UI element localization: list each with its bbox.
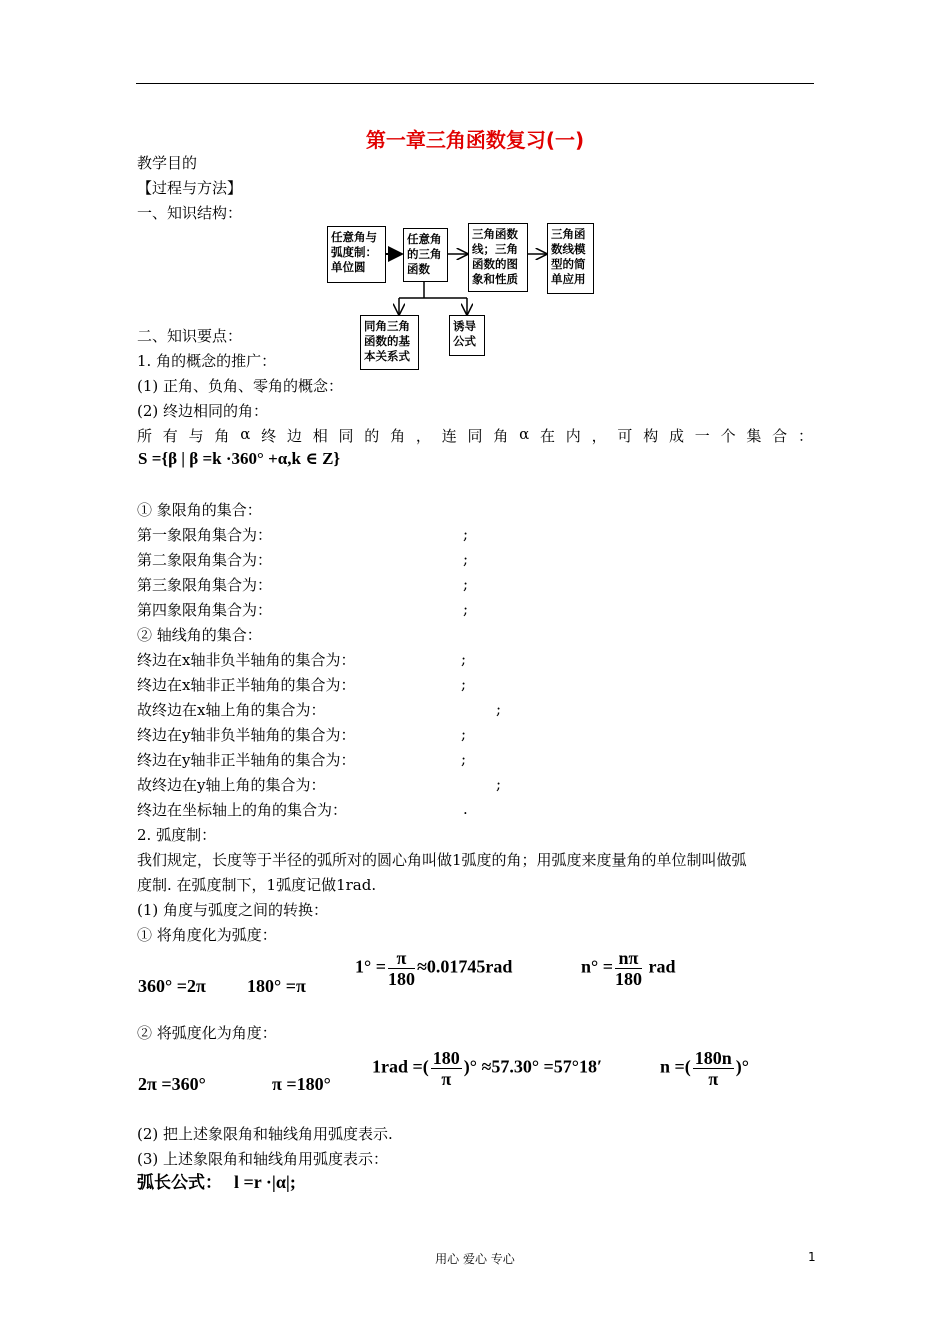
formula-set: S ={β | β =k ·360° +α,k ∈ Z} bbox=[138, 449, 341, 468]
blank-a6: ; bbox=[496, 775, 502, 793]
text-same-set: 所 有 与 角 α 终 边 相 同 的 角 ， 连 同 角 α 在 内 ， 可 构 成 一 个 集 合 ： bbox=[137, 425, 813, 445]
text-a7: 终边在坐标轴上的角的集合为： bbox=[137, 801, 348, 819]
formula-one-degree: 1° = $\frac{\pi}{180}$ ≈0.01745rad bbox=[355, 948, 513, 989]
text-def2: 度制. 在弧度制下，1弧度记做1rad. bbox=[137, 876, 377, 894]
text-p2-3: (3) 上述象限角和轴线角用弧度表示： bbox=[137, 1150, 389, 1168]
text-rad2deg: ② 将弧度化为角度： bbox=[137, 1024, 277, 1042]
text-deg2rad: ① 将角度化为弧度： bbox=[137, 926, 277, 944]
blank-a4: ; bbox=[461, 725, 467, 743]
formula-2pi: 2π =360° bbox=[138, 1074, 206, 1094]
text-p2: 2. 弧度制： bbox=[137, 826, 217, 844]
text-goal: 教学目的 bbox=[137, 154, 198, 172]
diagram-box-induction: 诱导 公式 bbox=[449, 315, 485, 356]
text-a6: 故终边在y轴上角的集合为： bbox=[137, 776, 326, 794]
blank-q3: ; bbox=[463, 575, 469, 593]
formula-one-rad: 1rad =( $\frac{180}{\pi}$ )° ≈57.30° =57°18′ bbox=[372, 1048, 603, 1089]
text-p1: 1. 角的概念的推广： bbox=[137, 352, 277, 370]
diagram-box-model: 三角函 数线模 型的简 单应用 bbox=[547, 223, 594, 294]
text-def1: 我们规定，长度等于半径的弧所对的圆心角叫做1弧度的角；用弧度来度量角的单位制叫做弧 bbox=[137, 851, 747, 869]
text-a5: 终边在y轴非正半轴角的集合为： bbox=[137, 751, 356, 769]
blank-q2: ; bbox=[463, 550, 469, 568]
blank-a3: ; bbox=[496, 700, 502, 718]
formula-360: 360° =2π bbox=[138, 976, 206, 996]
text-a4: 终边在y轴非负半轴角的集合为： bbox=[137, 726, 356, 744]
footer-center: 用心 爱心 专心 bbox=[435, 1252, 515, 1266]
blank-a5: ; bbox=[461, 750, 467, 768]
text-p1-1: (1) 正角、负角、零角的概念： bbox=[137, 377, 344, 395]
text-process: 【过程与方法】 bbox=[137, 179, 243, 197]
text-p1-2: (2) 终边相同的角： bbox=[137, 402, 269, 420]
text-q1: 第一象限角集合为： bbox=[137, 526, 273, 544]
text-quad-head: ① 象限角的集合： bbox=[137, 501, 262, 519]
formula-n-rad: n =( $\frac{180n}{\pi}$ )° bbox=[660, 1048, 749, 1089]
blank-q1: ; bbox=[463, 525, 469, 543]
arc-label: 弧长公式： bbox=[137, 1173, 222, 1193]
diagram-box-graph: 三角函数 线；三角 函数的图 象和性质 bbox=[468, 223, 528, 292]
formula-pi: π =180° bbox=[272, 1074, 331, 1094]
page-title: 第一章三角函数复习(一) bbox=[365, 128, 585, 152]
text-q4: 第四象限角集合为： bbox=[137, 601, 273, 619]
text-a1: 终边在x轴非负半轴角的集合为： bbox=[137, 651, 356, 669]
page-number: 1 bbox=[808, 1250, 816, 1264]
diagram-box-identities: 同角三角 函数的基 本关系式 bbox=[360, 315, 419, 370]
diagram-box-angle: 任意角与 弧度制： 单位圆 bbox=[327, 226, 386, 283]
blank-a2: ; bbox=[461, 675, 467, 693]
text-p2-2: (2) 把上述象限角和轴线角用弧度表示. bbox=[137, 1125, 393, 1143]
diagram-box-trig-fn: 任意角 的三角 函数 bbox=[403, 228, 448, 282]
blank-a1: ; bbox=[461, 650, 467, 668]
text-p2-1: (1) 角度与弧度之间的转换： bbox=[137, 901, 329, 919]
formula-180: 180° =π bbox=[247, 976, 306, 996]
blank-a7: . bbox=[463, 800, 468, 818]
formula-n-degree: n° = $\frac{n\pi}{180}$ rad bbox=[581, 948, 676, 989]
text-q2: 第二象限角集合为： bbox=[137, 551, 273, 569]
formula-arc: l =r ·|α|; bbox=[234, 1172, 296, 1192]
text-q3: 第三象限角集合为： bbox=[137, 576, 273, 594]
text-structure: 一、知识结构： bbox=[137, 204, 243, 222]
blank-q4: ; bbox=[463, 600, 469, 618]
text-a2: 终边在x轴非正半轴角的集合为： bbox=[137, 676, 356, 694]
text-points: 二、知识要点： bbox=[137, 327, 243, 345]
text-a3: 故终边在x轴上角的集合为： bbox=[137, 701, 326, 719]
text-axis-head: ② 轴线角的集合： bbox=[137, 626, 262, 644]
